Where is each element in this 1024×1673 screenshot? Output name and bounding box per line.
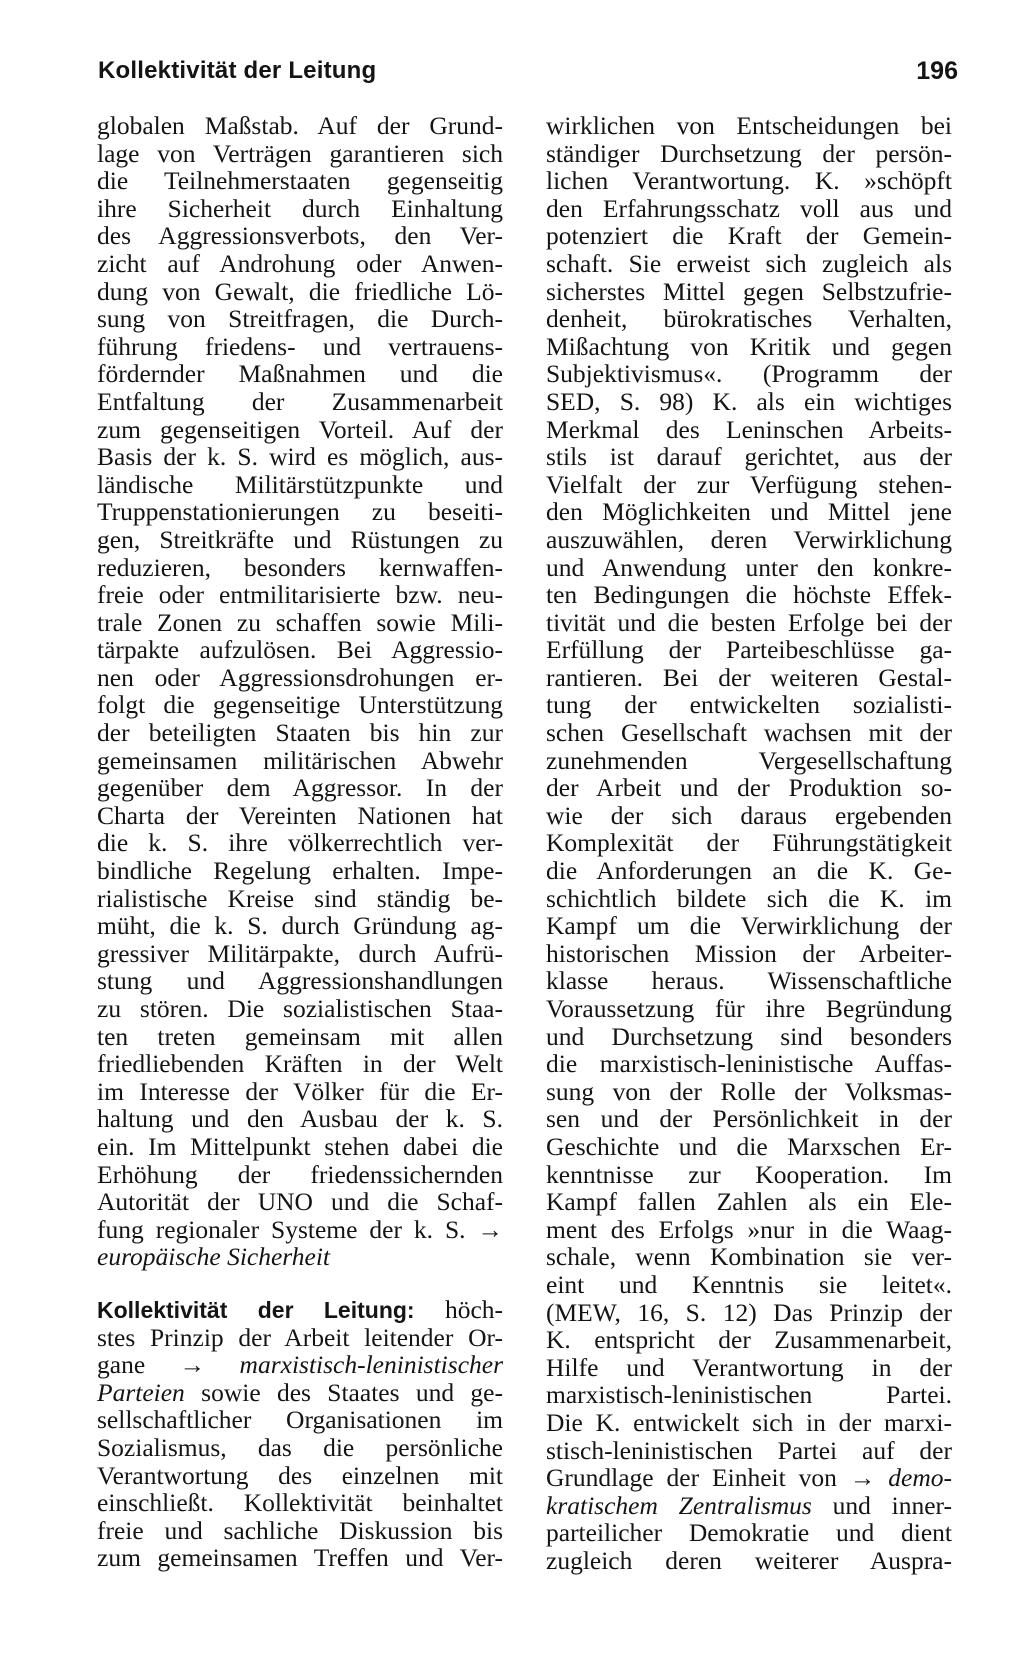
line-text: bindliche Regelung erhalten. Impe- (97, 856, 503, 886)
line-text: die Teilnehmerstaaten gegenseitig (97, 166, 503, 196)
line-text: folgt die gegenseitige Unterstützung (97, 690, 503, 720)
text-line (97, 554, 503, 582)
page-number: 196 (916, 57, 958, 85)
line-text: Verantwortung des einzelnen mit (97, 1460, 503, 1490)
text-line (546, 140, 952, 168)
line-text: einschließt. Kollektivität beinhaltet (97, 1488, 503, 1518)
line-text: schen Gesellschaft wachsen mit der (546, 718, 952, 748)
text-line (97, 1078, 503, 1106)
line-text: der beteiligten Staaten bis hin zur (97, 718, 503, 748)
text-line (97, 774, 503, 802)
text-line (546, 912, 952, 940)
text-line (97, 1216, 503, 1244)
line-text: globalen Maßstab. Auf der Grund- (97, 111, 503, 140)
line-text: der Arbeit und der Produktion so- (546, 773, 952, 803)
running-head (98, 57, 958, 97)
line-text: schaft. Sie erweist sich zugleich als (546, 248, 952, 278)
line-text: klasse heraus. Wissenschaftliche (546, 966, 952, 996)
line-text: potenziert die Kraft der Gemein- (546, 221, 952, 251)
text-line (97, 250, 503, 278)
text-line (546, 1354, 952, 1382)
line-text: auszuwählen, deren Verwirklichung (546, 524, 952, 554)
text-line (97, 388, 503, 416)
line-text: (MEW, 16, S. 12) Das Prinzip der (546, 1297, 952, 1327)
line-text: Autorität der UNO und die Schaf- (97, 1187, 503, 1217)
text-line (546, 333, 952, 361)
text-line (546, 1105, 952, 1133)
cross-reference: Parteien (97, 1377, 185, 1407)
line-text: wirklichen von Entscheidungen bei (546, 111, 952, 140)
text-line (546, 1409, 952, 1437)
line-text: ten treten gemeinsam mit allen (97, 1021, 503, 1051)
line-text: führung friedens- und vertrauens- (97, 331, 503, 361)
line-text: stes Prinzip der Arbeit leitender Or- (97, 1322, 503, 1352)
line-text: schichtlich bildete sich die K. im (546, 883, 952, 913)
text-line (546, 581, 952, 609)
line-text: eint und Kenntnis sie leitet«. (546, 1269, 952, 1299)
text-line (546, 416, 952, 444)
line-text: gen, Streitkräfte und Rüstungen zu (97, 524, 503, 554)
line-text: tivität und die besten Erfolge bei der (546, 607, 952, 637)
line-text: lage von Verträgen garantieren sich (97, 138, 503, 168)
text-line (97, 140, 503, 168)
line-text: zugleich deren weiterer Auspra- (546, 1545, 952, 1575)
line-text: Entfaltung der Zusammenarbeit (97, 386, 503, 416)
line-text: Komplexität der Führungstätigkeit (546, 828, 952, 858)
text-line (97, 995, 503, 1023)
text-line (97, 305, 503, 333)
text-line (97, 829, 503, 857)
cross-reference: kratischem Zentralismus (546, 1490, 812, 1520)
text-line (546, 443, 952, 471)
line-text: Vielfalt der zur Verfügung stehen- (546, 469, 952, 499)
text-line (97, 1243, 503, 1271)
line-text: im Interesse der Völker für die Er- (97, 1076, 503, 1106)
line-text: freie oder entmilitarisierte bzw. neu- (97, 580, 503, 610)
line-text: Hilfe und Verantwortung in der (546, 1352, 952, 1382)
text-line (546, 1243, 952, 1271)
left-column (97, 112, 503, 1572)
text-line (97, 278, 503, 306)
line-text: Truppenstationierungen zu beseiti- (97, 497, 503, 527)
text-line (97, 1544, 503, 1572)
line-text: die marxistisch-leninistische Auffas- (546, 1049, 952, 1079)
line-text: sowie des Staates und ge- (184, 1377, 503, 1407)
line-text: und Anwendung unter den konkre- (546, 552, 952, 582)
line-text: stisch-leninistischen Partei auf der (546, 1435, 952, 1465)
line-text: stung und Aggressionshandlungen (97, 966, 503, 996)
text-line (97, 719, 503, 747)
text-line (97, 1105, 503, 1133)
text-line (97, 691, 503, 719)
text-line (546, 1381, 952, 1409)
line-text: fung regionaler Systeme der k. S. → (97, 1214, 503, 1244)
text-line (546, 167, 952, 195)
text-line (97, 802, 503, 830)
text-line (546, 1133, 952, 1161)
line-text: sung von Streitfragen, die Durch- (97, 304, 503, 334)
text-line (546, 802, 952, 830)
text-line (97, 1324, 503, 1352)
paragraph-gap (97, 1271, 503, 1296)
text-line (97, 747, 503, 775)
line-text: Mißachtung von Kritik und gegen (546, 331, 952, 361)
line-text: den Erfahrungsschatz voll aus und (546, 193, 952, 223)
line-text: K. entspricht der Zusammenarbeit, (546, 1325, 952, 1355)
text-line (546, 112, 952, 140)
line-text: und Durchsetzung sind besonders (546, 1021, 952, 1051)
line-text: ständiger Durchsetzung der persön- (546, 138, 952, 168)
line-text: zunehmenden Vergesellschaftung (546, 745, 952, 775)
text-line (546, 1519, 952, 1547)
line-text: Die K. entwickelt sich in der marxi- (546, 1407, 952, 1437)
line-text: nen oder Aggressionsdrohungen er- (97, 662, 503, 692)
text-line (546, 195, 952, 223)
text-line (546, 1023, 952, 1051)
line-text: Kampf um die Verwirklichung der (546, 911, 952, 941)
line-text: sellschaftlicher Organisationen im (97, 1405, 503, 1435)
entry-heading: Kollektivität der Leitung: (97, 1296, 415, 1323)
line-text: tung der entwickelten sozialisti- (546, 690, 952, 720)
line-text: gressiver Militärpakte, durch Aufrü- (97, 938, 503, 968)
line-text: die Anforderungen an die K. Ge- (546, 856, 952, 886)
text-line (546, 636, 952, 664)
text-line (97, 471, 503, 499)
text-line (97, 609, 503, 637)
line-text: zum gegenseitigen Vorteil. Auf der (97, 414, 503, 444)
text-line (546, 609, 952, 637)
text-line (97, 443, 503, 471)
right-column (546, 112, 952, 1574)
line-text: denheit, bürokratisches Verhalten, (546, 304, 952, 334)
text-line (546, 1326, 952, 1354)
text-line (546, 222, 952, 250)
line-text: und inner- (811, 1490, 952, 1520)
text-line (546, 388, 952, 416)
text-line (546, 1547, 952, 1575)
text-line (97, 222, 503, 250)
text-line (97, 1434, 503, 1462)
line-text: stils ist darauf gerichtet, aus der (546, 442, 952, 472)
text-line (97, 112, 503, 140)
line-text: lichen Verantwortung. K. »schöpft (546, 166, 952, 196)
line-text: gane → (97, 1350, 240, 1380)
line-text: Kampf fallen Zahlen als ein Ele- (546, 1187, 952, 1217)
line-text: friedliebenden Kräften in der Welt (97, 1049, 503, 1079)
text-line (97, 967, 503, 995)
line-text: gemeinsamen militärischen Abwehr (97, 745, 503, 775)
line-text: fördernder Maßnahmen und die (97, 359, 503, 389)
cross-reference: europäische Sicherheit (97, 1242, 330, 1272)
line-text: ein. Im Mittelpunkt stehen dabei die (97, 1131, 503, 1161)
text-line (546, 498, 952, 526)
line-text: parteilicher Demokratie und dient (546, 1518, 952, 1548)
line-text: gegenüber dem Aggressor. In der (97, 773, 503, 803)
line-text: freie und sachliche Diskussion bis (97, 1515, 503, 1545)
text-line (546, 940, 952, 968)
text-line (546, 1299, 952, 1327)
text-line (546, 857, 952, 885)
text-line (546, 250, 952, 278)
text-line (97, 1161, 503, 1189)
text-line (97, 885, 503, 913)
text-line (97, 1517, 503, 1545)
text-line (97, 195, 503, 223)
text-line (97, 1133, 503, 1161)
line-text: Grundlage der Einheit von → (546, 1463, 889, 1493)
line-text: trale Zonen zu schaffen sowie Mili- (97, 607, 503, 637)
text-line (546, 1271, 952, 1299)
text-line (97, 636, 503, 664)
text-line (97, 333, 503, 361)
line-text: haltung und den Ausbau der k. S. (97, 1104, 503, 1134)
line-text: rantieren. Bei der weiteren Gestal- (546, 662, 952, 692)
text-line (97, 416, 503, 444)
text-line (97, 526, 503, 554)
text-line (97, 581, 503, 609)
text-line (97, 1379, 503, 1407)
text-line (546, 526, 952, 554)
line-text: höch- (414, 1294, 504, 1324)
text-line (97, 360, 503, 388)
line-text: Sozialismus, das die persönliche (97, 1432, 503, 1462)
text-line (97, 940, 503, 968)
line-text: SED, S. 98) K. als ein wichtiges (546, 386, 952, 416)
line-text: marxistisch-leninistischen Partei. (546, 1380, 952, 1410)
line-text: ment des Erfolgs »nur in die Waag- (546, 1214, 952, 1244)
line-text: wie der sich daraus ergebenden (546, 800, 952, 830)
text-line (546, 995, 952, 1023)
text-line (546, 1188, 952, 1216)
text-line (97, 1188, 503, 1216)
text-line (97, 1406, 503, 1434)
line-text: Charta der Vereinten Nationen hat (97, 800, 503, 830)
line-text: sicherstes Mittel gegen Selbstzufrie- (546, 276, 952, 306)
line-text: dung von Gewalt, die friedliche Lö- (97, 276, 503, 306)
text-line (97, 1462, 503, 1490)
text-line (97, 498, 503, 526)
text-line (546, 278, 952, 306)
text-line (546, 471, 952, 499)
text-line (546, 885, 952, 913)
text-line (546, 305, 952, 333)
line-text: schale, wenn Kombination sie ver- (546, 1242, 952, 1272)
line-text: ihre Sicherheit durch Einhaltung (97, 193, 503, 223)
text-line (546, 719, 952, 747)
line-text: den Möglichkeiten und Mittel jene (546, 497, 952, 527)
text-line (546, 1492, 952, 1520)
text-line (97, 1351, 503, 1379)
line-text: müht, die k. S. durch Gründung ag- (97, 911, 503, 941)
text-line (546, 1078, 952, 1106)
line-text: ten Bedingungen die höchste Effek- (546, 580, 952, 610)
text-line (97, 1050, 503, 1078)
text-line (546, 747, 952, 775)
text-line (546, 1464, 952, 1492)
line-text: zu stören. Die sozialistischen Staa- (97, 994, 503, 1023)
text-line (97, 857, 503, 885)
text-line (546, 554, 952, 582)
text-line (546, 664, 952, 692)
text-line (546, 1437, 952, 1465)
line-text: sen und der Persönlichkeit in der (546, 1104, 952, 1134)
line-text: Erfüllung der Parteibeschlüsse ga- (546, 635, 952, 665)
text-line (546, 967, 952, 995)
line-text: des Aggressionsverbots, den Ver- (97, 221, 503, 251)
line-text: reduzieren, besonders kernwaffen- (97, 552, 503, 582)
line-text: kenntnisse zur Kooperation. Im (546, 1159, 952, 1189)
text-line (97, 664, 503, 692)
text-line (97, 1489, 503, 1517)
text-line (97, 912, 503, 940)
text-line (546, 829, 952, 857)
line-text: Geschichte und die Marxschen Er- (546, 1131, 952, 1161)
line-text: die k. S. ihre völkerrechtlich ver- (97, 828, 503, 858)
line-text: rialistische Kreise sind ständig be- (97, 883, 503, 913)
cross-reference: marxistisch-leninistischer (239, 1350, 503, 1380)
line-text: Merkmal des Leninschen Arbeits- (546, 414, 952, 444)
running-title: Kollektivität der Leitung (98, 57, 377, 84)
cross-reference: demo- (888, 1463, 952, 1493)
text-line (546, 1161, 952, 1189)
text-line (97, 1023, 503, 1051)
text-line (546, 691, 952, 719)
line-text: Voraussetzung für ihre Begründung (546, 994, 952, 1023)
line-text: sung von der Rolle der Volksmas- (546, 1076, 952, 1106)
line-text: Subjektivismus«. (Programm der (546, 359, 952, 389)
text-line (97, 1296, 503, 1324)
text-line (546, 1050, 952, 1078)
line-text: historischen Mission der Arbeiter- (546, 938, 952, 968)
line-text: Basis der k. S. wird es möglich, aus- (97, 442, 503, 472)
text-line (546, 774, 952, 802)
line-text: tärpakte aufzulösen. Bei Aggressio- (97, 635, 503, 665)
line-text: zicht auf Androhung oder Anwen- (97, 248, 503, 278)
text-line (546, 360, 952, 388)
line-text: Erhöhung der friedenssichernden (97, 1159, 503, 1189)
text-line (97, 167, 503, 195)
line-text: zum gemeinsamen Treffen und Ver- (97, 1543, 503, 1573)
text-line (546, 1216, 952, 1244)
line-text: ländische Militärstützpunkte und (97, 469, 503, 499)
